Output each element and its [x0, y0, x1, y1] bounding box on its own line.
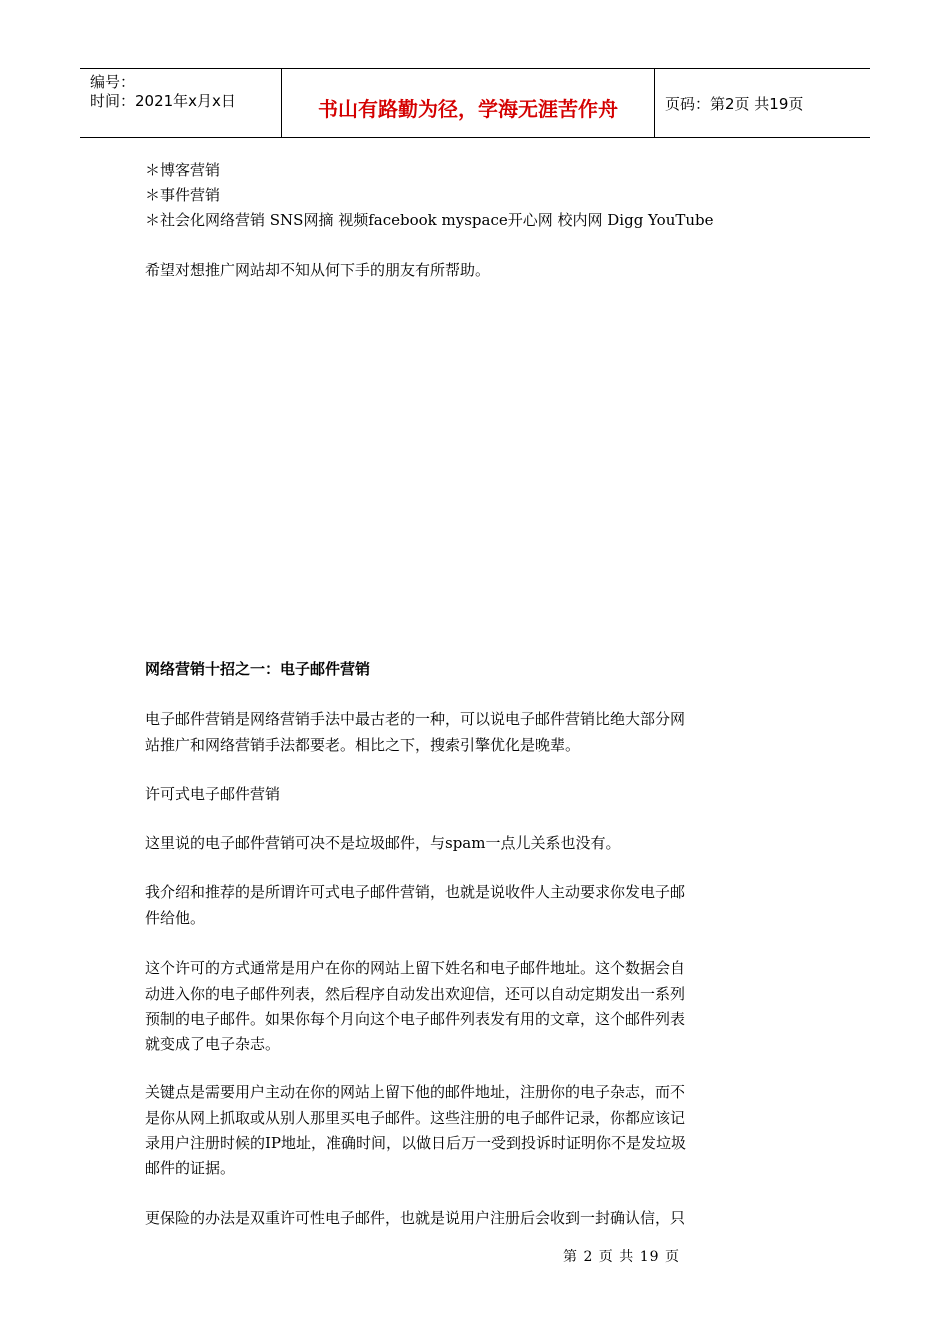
paragraph-line: 动进入你的电子邮件列表，然后程序自动发出欢迎信，还可以自动定期发出一系列 [145, 985, 686, 1003]
section-title: 网络营销十招之一：电子邮件营销 [145, 660, 371, 678]
paragraph-line: 这个许可的方式通常是用户在你的网站上留下姓名和电子邮件地址。这个数据会自 [145, 959, 686, 977]
header-info-cell [80, 69, 282, 137]
closing-line: 希望对想推广网站却不知从何下手的朋友有所帮助。 [145, 261, 491, 279]
paragraph-line: 我介绍和推荐的是所谓许可式电子邮件营销，也就是说收件人主动要求你发电子邮 [145, 883, 686, 901]
paragraph-line: 许可式电子邮件营销 [145, 785, 281, 803]
time-label: 时间：2021年x月x日 [90, 92, 236, 110]
paragraph-line: 录用户注册时候的IP地址，准确时间，以做日后万一受到投诉时证明你不是发垃圾 [145, 1134, 687, 1152]
paragraph-line: 就变成了电子杂志。 [145, 1035, 281, 1053]
motto-text: 书山有路勤为径，学海无涯苦作舟 [318, 97, 618, 121]
paragraph-line: 邮件的证据。 [145, 1159, 236, 1177]
bullet-item: ＊事件营销 [145, 186, 221, 204]
paragraph-line: 是你从网上抓取或从别人那里买电子邮件。这些注册的电子邮件记录，你都应该记 [145, 1109, 686, 1127]
paragraph-line: 这里说的电子邮件营销可决不是垃圾邮件，与spam一点儿关系也没有。 [145, 834, 621, 852]
paragraph-line: 电子邮件营销是网络营销手法中最古老的一种，可以说电子邮件营销比绝大部分网 [145, 710, 686, 728]
paragraph-line: 预制的电子邮件。如果你每个月向这个电子邮件列表发有用的文章，这个邮件列表 [145, 1010, 686, 1028]
document-header [80, 68, 870, 138]
paragraph-line: 更保险的办法是双重许可性电子邮件，也就是说用户注册后会收到一封确认信，只 [145, 1209, 686, 1227]
paragraph-line: 关键点是需要用户主动在你的网站上留下他的邮件地址，注册你的电子杂志，而不 [145, 1083, 686, 1101]
number-label: 编号： [90, 73, 136, 91]
page-footer: 第 2 页 共 19 页 [563, 1249, 680, 1265]
header-page-cell [655, 69, 870, 137]
paragraph-line: 件给他。 [145, 909, 206, 927]
header-motto-cell [282, 69, 655, 137]
paragraph-line: 站推广和网络营销手法都要老。相比之下，搜索引擎优化是晚辈。 [145, 736, 581, 754]
bullet-item: ＊博客营销 [145, 161, 221, 179]
bullet-item: ＊社会化网络营销 SNS网摘 视频facebook myspace开心网 校内网 Digg YouTube [145, 211, 714, 229]
page-code: 页码：第2页 共19页 [665, 95, 804, 113]
